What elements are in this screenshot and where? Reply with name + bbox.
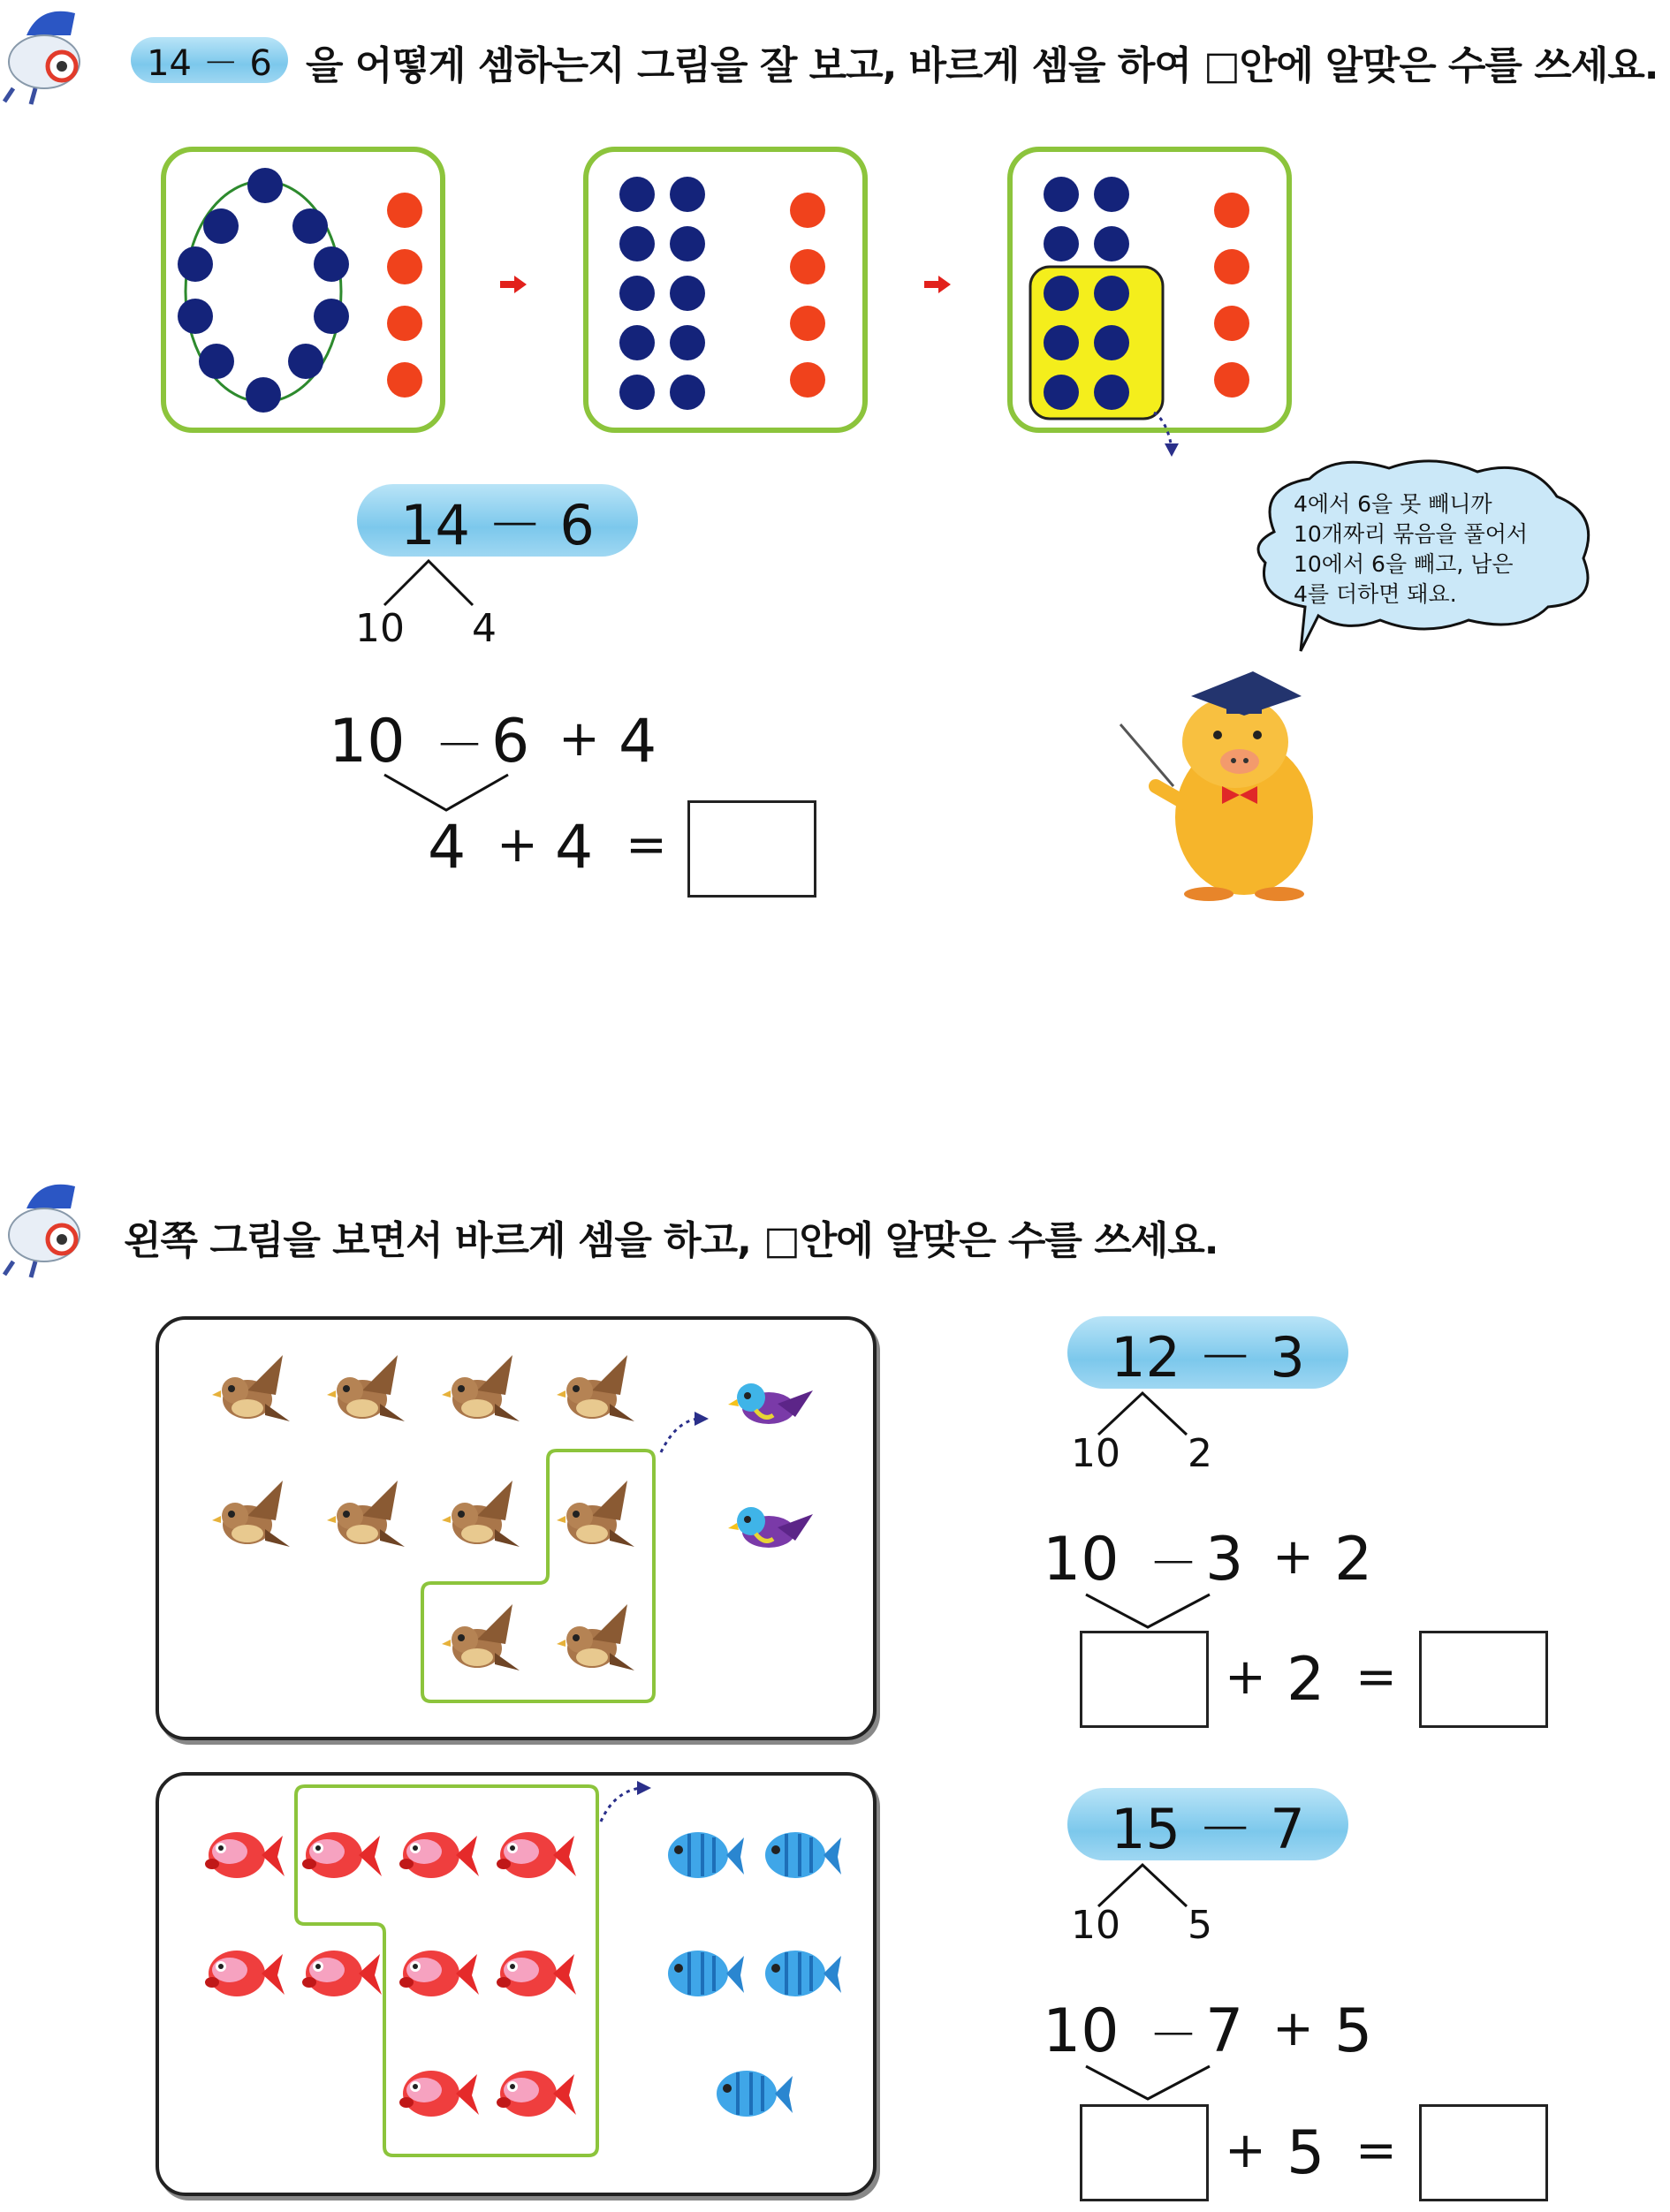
problem1-expression: 14 － 6 bbox=[357, 484, 638, 557]
line1-b-2a: 3 bbox=[1205, 1525, 1244, 1595]
line1-c-2b: 5 bbox=[1334, 1996, 1373, 2066]
counter-panel-1 bbox=[161, 147, 445, 433]
line2-b-2b: 5 bbox=[1287, 2118, 1325, 2188]
fish-frame bbox=[156, 1772, 877, 2196]
line1-c-2a: 2 bbox=[1334, 1525, 1373, 1595]
problem1-badge: 14 － 6 bbox=[131, 37, 288, 83]
join-lines-2b bbox=[1082, 2062, 1214, 2102]
answer-box-1[interactable] bbox=[687, 800, 816, 898]
speech-line-3: 10에서 6을 빼고, 남은 bbox=[1294, 551, 1514, 577]
split-right-1: 4 bbox=[472, 606, 497, 651]
line1-c: 4 bbox=[619, 707, 657, 776]
line1-a: 10 bbox=[329, 707, 406, 776]
line1-op2-2b: + bbox=[1272, 2000, 1314, 2057]
line2-op-2b: + bbox=[1225, 2122, 1266, 2179]
line2-op: + bbox=[497, 816, 538, 874]
line2-a: 4 bbox=[428, 813, 467, 883]
split-right-2b: 5 bbox=[1188, 1903, 1212, 1948]
line2-eq-2a: = bbox=[1355, 1648, 1397, 1706]
arrow-right-icon-2 bbox=[924, 274, 951, 295]
line2-eq-2b: = bbox=[1355, 2122, 1397, 2179]
line1-op1-2b: － bbox=[1149, 2007, 1198, 2064]
arrow-right-icon bbox=[500, 274, 527, 295]
join-lines-2a bbox=[1082, 1590, 1214, 1631]
split-left-2b: 10 bbox=[1071, 1903, 1120, 1948]
problem2a-expression: 12 － 3 bbox=[1067, 1316, 1348, 1389]
split-left-2a: 10 bbox=[1071, 1431, 1120, 1476]
counter-panel-2 bbox=[583, 147, 868, 433]
problem1-instruction: 을 어떻게 셈하는지 그림을 잘 보고, 바르게 셈을 하여 □안에 알맞은 수를 쓰세요. bbox=[306, 43, 1659, 88]
line2-eq: = bbox=[626, 816, 667, 874]
answer-box-2b-right[interactable] bbox=[1419, 2104, 1548, 2201]
line1-op2: + bbox=[558, 710, 600, 768]
counter-panel-3 bbox=[1007, 147, 1292, 433]
mascot-icon-1 bbox=[0, 0, 97, 106]
problem2-instruction: 왼쪽 그림을 보면서 바르게 셈을 하고, □안에 알맞은 수를 쓰세요. bbox=[124, 1218, 1218, 1263]
split-right-2a: 2 bbox=[1188, 1431, 1212, 1476]
line2-b-2a: 2 bbox=[1287, 1645, 1325, 1715]
answer-box-2a-left[interactable] bbox=[1080, 1631, 1209, 1728]
answer-box-2a-right[interactable] bbox=[1419, 1631, 1548, 1728]
speech-line-2: 10개짜리 묶음을 풀어서 bbox=[1294, 521, 1529, 547]
line1-op2-2a: + bbox=[1272, 1528, 1314, 1586]
line1-b: 6 bbox=[491, 707, 530, 776]
teacher-pig-icon bbox=[1103, 654, 1341, 901]
speech-bubble bbox=[1239, 452, 1605, 655]
line2-op-2a: + bbox=[1225, 1648, 1266, 1706]
line1-op1: － bbox=[435, 717, 484, 775]
split-lines-1 bbox=[380, 557, 477, 610]
line1-a-2b: 10 bbox=[1043, 1996, 1120, 2066]
line1-op1-2a: － bbox=[1149, 1535, 1198, 1593]
join-lines-1 bbox=[380, 770, 512, 814]
line1-a-2a: 10 bbox=[1043, 1525, 1120, 1595]
speech-line-1: 4에서 6을 못 빼니까 bbox=[1294, 491, 1492, 517]
birds-frame bbox=[156, 1316, 877, 1740]
line1-b-2b: 7 bbox=[1205, 1996, 1244, 2066]
problem2b-expression: 15 － 7 bbox=[1067, 1788, 1348, 1860]
answer-box-2b-left[interactable] bbox=[1080, 2104, 1209, 2201]
line2-b: 4 bbox=[555, 813, 594, 883]
speech-line-4: 4를 더하면 돼요. bbox=[1294, 581, 1457, 607]
mascot-icon-2 bbox=[0, 1173, 97, 1279]
split-left-1: 10 bbox=[355, 606, 405, 651]
